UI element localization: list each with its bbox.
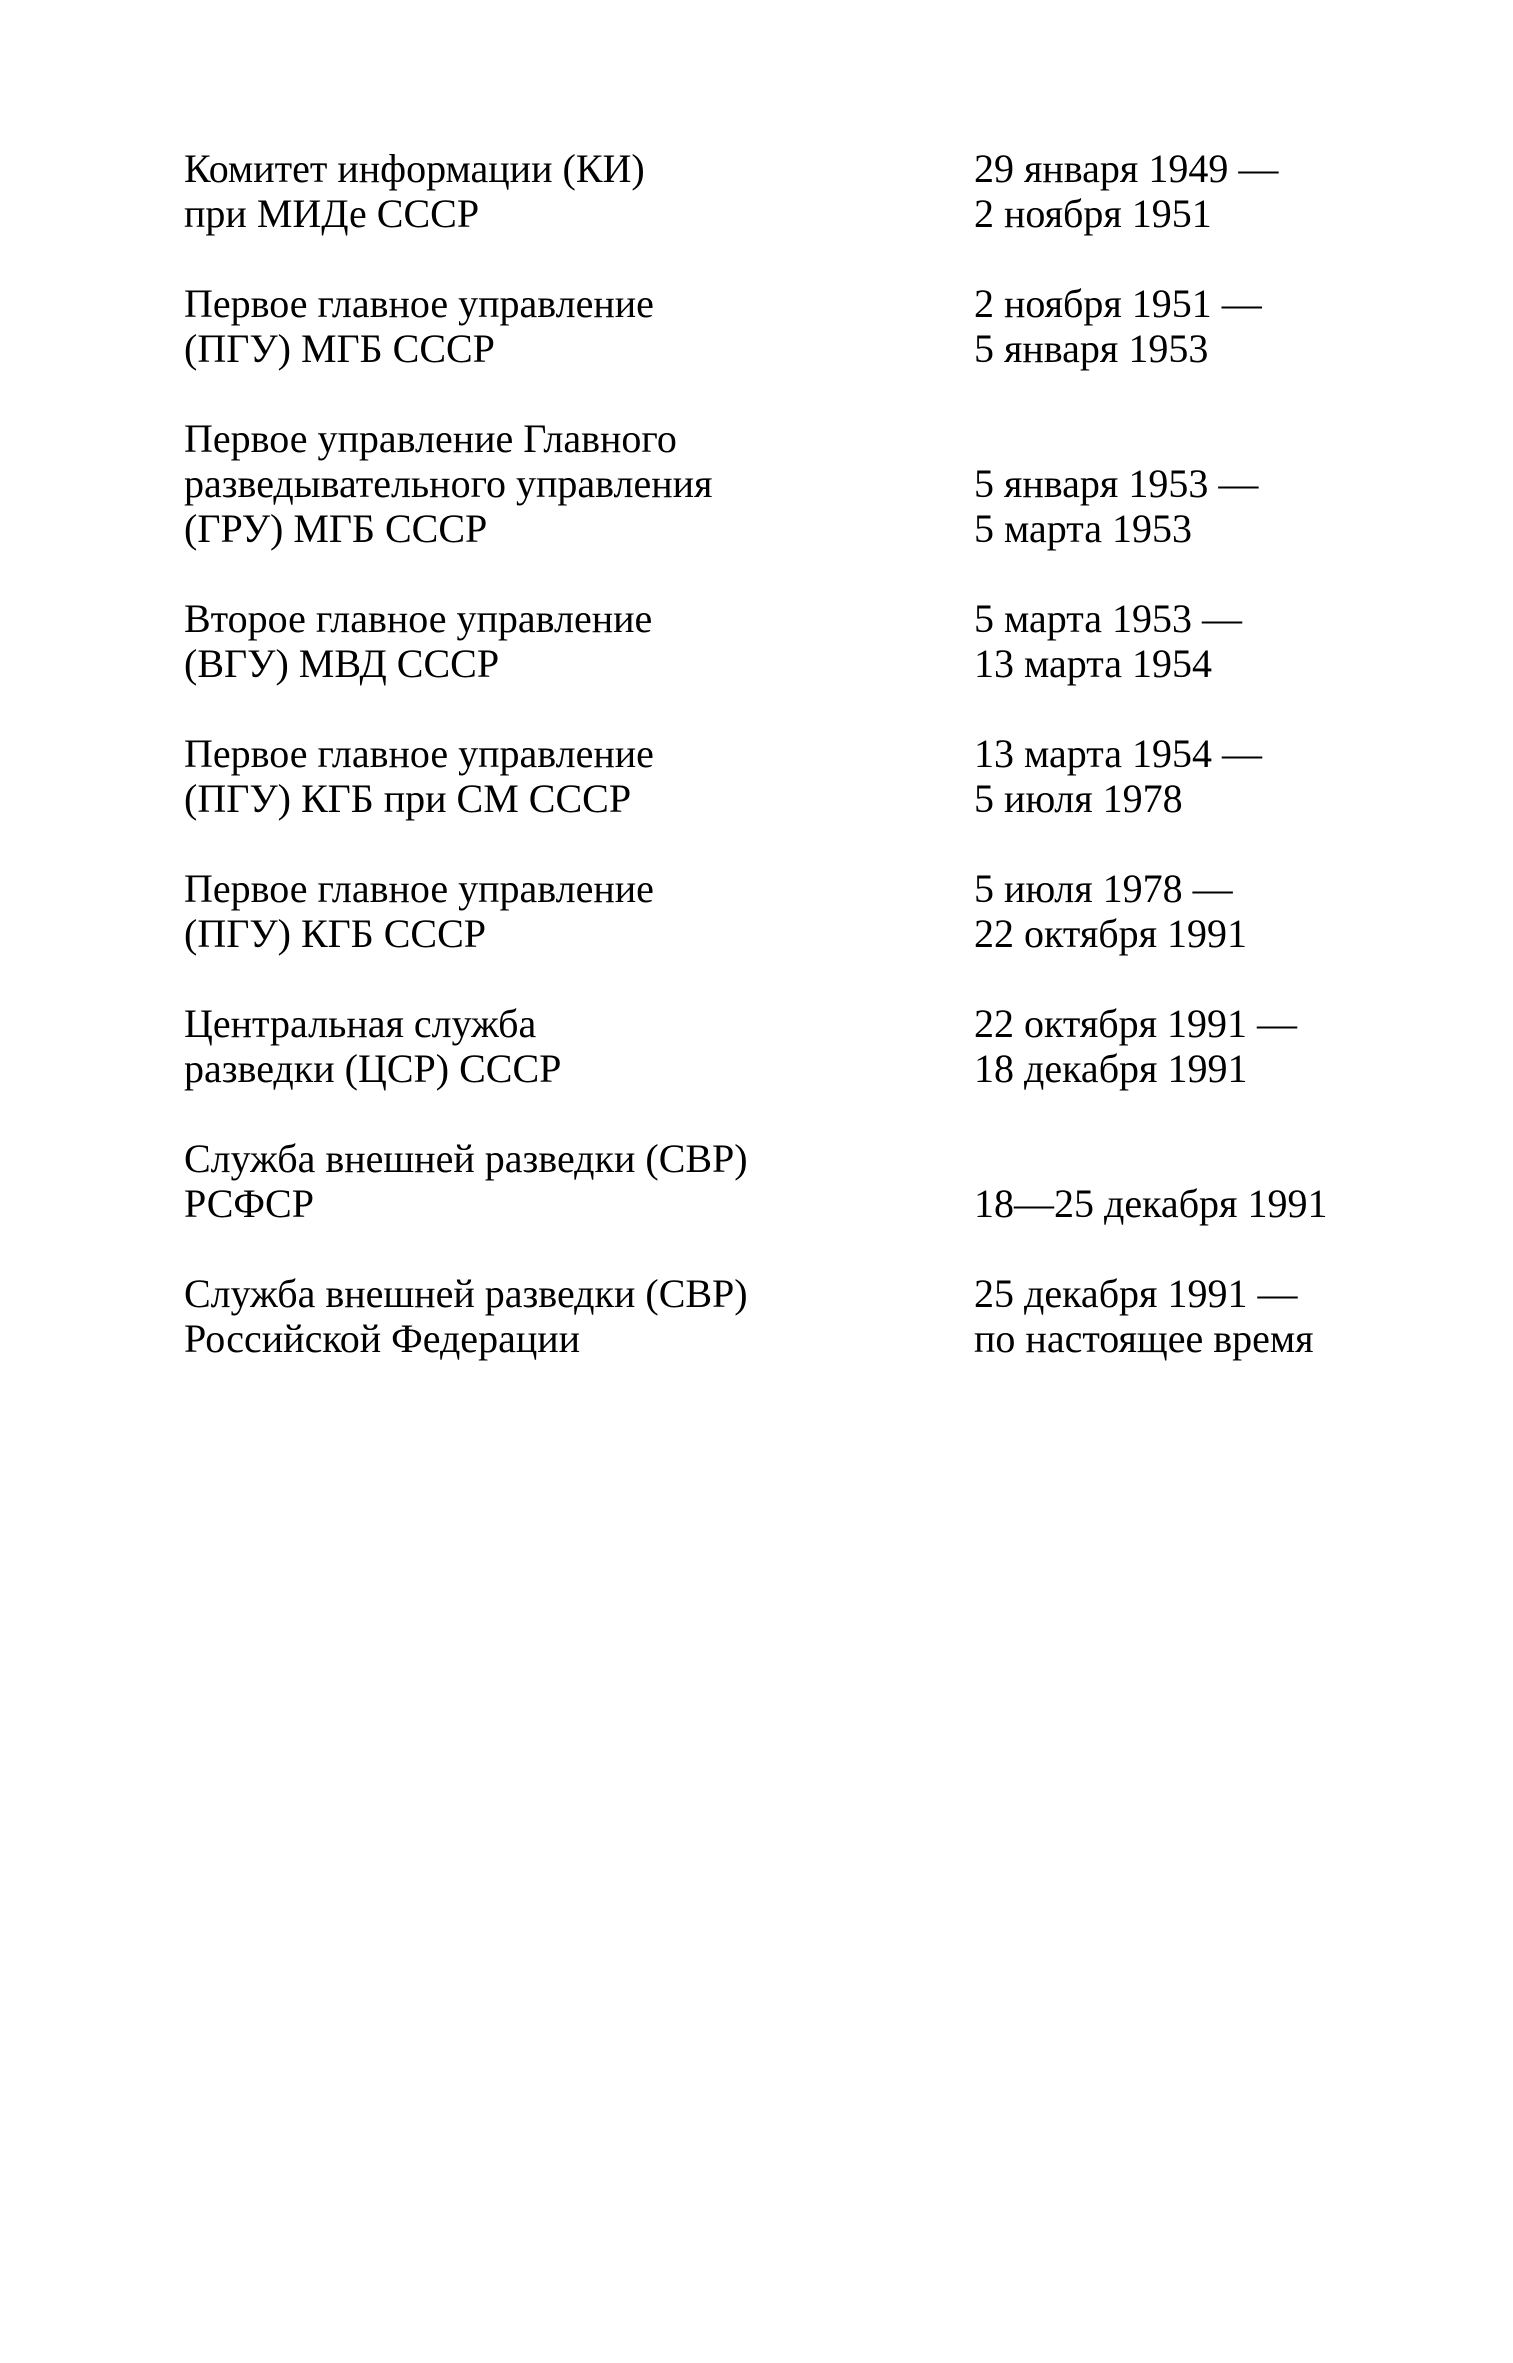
- date-line: 22 октября 1991 —: [974, 1001, 1298, 1046]
- name-line: Первое главное управление: [184, 866, 654, 911]
- date-line: 25 декабря 1991 —: [974, 1271, 1298, 1316]
- date-line: 18—25 декабря 1991: [974, 1181, 1328, 1226]
- name-line: (ВГУ) МВД СССР: [184, 641, 500, 686]
- name-line: при МИДе СССР: [184, 191, 480, 236]
- date-line: 2 ноября 1951: [974, 191, 1212, 236]
- name-line: (ГРУ) МГБ СССР: [184, 506, 488, 551]
- organization-name: [184, 866, 944, 956]
- organization-name: [184, 596, 944, 686]
- period-dates: [974, 416, 1384, 551]
- name-line: Центральная служба: [184, 1001, 537, 1046]
- date-line: 5 марта 1953 —: [974, 596, 1242, 641]
- organization-name: [184, 731, 944, 821]
- period-dates: [974, 1271, 1384, 1361]
- date-line: 5 марта 1953: [974, 506, 1192, 551]
- period-dates: [974, 731, 1384, 821]
- organization-name: [184, 1136, 944, 1226]
- date-line: 22 октября 1991: [974, 911, 1248, 956]
- name-line: разведки (ЦСР) СССР: [184, 1046, 562, 1091]
- organization-name: [184, 1271, 944, 1361]
- name-line: (ПГУ) МГБ СССР: [184, 326, 495, 371]
- organization-name: [184, 146, 944, 236]
- name-line: Российской Федерации: [184, 1316, 581, 1361]
- name-line: (ПГУ) КГБ СССР: [184, 911, 487, 956]
- name-line: (ПГУ) КГБ при СМ СССР: [184, 776, 632, 821]
- date-line: 2 ноября 1951 —: [974, 281, 1262, 326]
- period-dates: [974, 146, 1384, 236]
- date-line: [974, 416, 1384, 461]
- organization-name: [184, 1001, 944, 1091]
- name-line: Первое главное управление: [184, 731, 654, 776]
- name-line: РСФСР: [184, 1181, 314, 1226]
- date-line: 13 марта 1954: [974, 641, 1212, 686]
- name-line: разведывательного управления: [184, 461, 713, 506]
- name-line: Служба внешней разведки (СВР): [184, 1136, 748, 1181]
- period-dates: [974, 596, 1384, 686]
- organization-name: [184, 281, 944, 371]
- date-line: 13 марта 1954 —: [974, 731, 1262, 776]
- date-line: 5 июля 1978 —: [974, 866, 1233, 911]
- name-line: Первое управление Главного: [184, 416, 677, 461]
- date-line: 5 января 1953: [974, 326, 1209, 371]
- date-line: 5 июля 1978: [974, 776, 1183, 821]
- period-dates: [974, 281, 1384, 371]
- date-line: [974, 1136, 1384, 1181]
- organization-name: [184, 416, 944, 551]
- name-line: Первое главное управление: [184, 281, 654, 326]
- date-line: 18 декабря 1991: [974, 1046, 1248, 1091]
- name-line: Комитет информации (КИ): [184, 146, 645, 191]
- name-line: Служба внешней разведки (СВР): [184, 1271, 748, 1316]
- date-line: 29 января 1949 —: [974, 146, 1279, 191]
- period-dates: [974, 866, 1384, 956]
- date-line: 5 января 1953 —: [974, 461, 1259, 506]
- date-line: по настоящее время: [974, 1316, 1314, 1361]
- period-dates: [974, 1136, 1384, 1226]
- period-dates: [974, 1001, 1384, 1091]
- name-line: Второе главное управление: [184, 596, 653, 641]
